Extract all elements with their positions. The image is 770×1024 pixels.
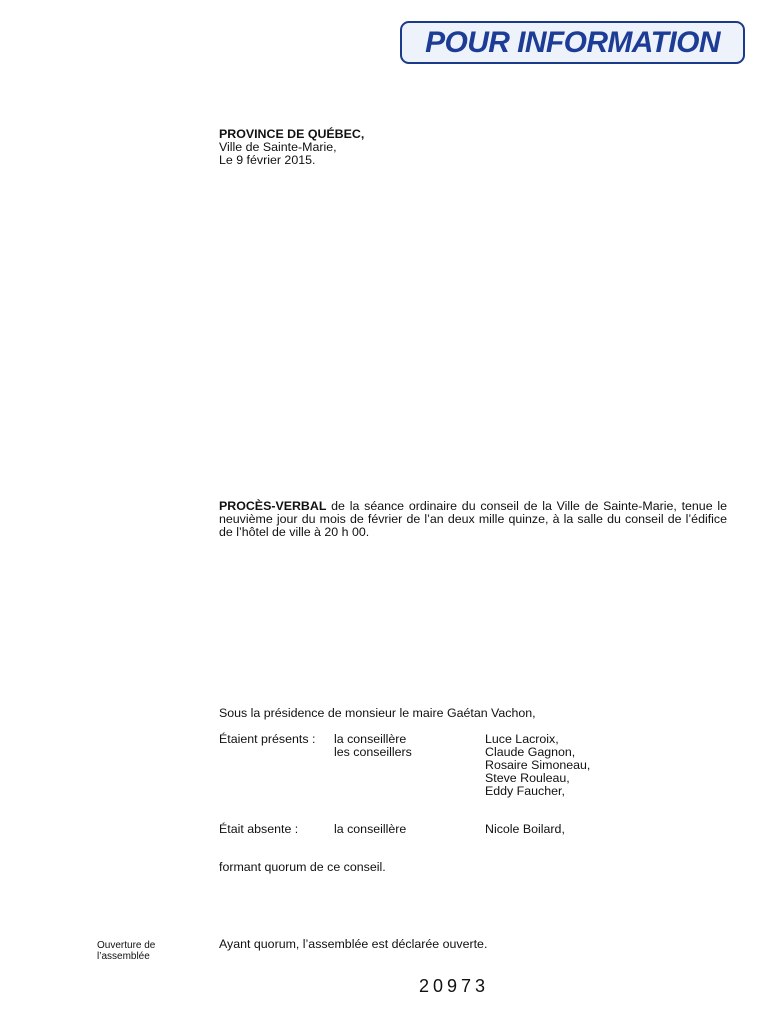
quorum-line: formant quorum de ce conseil. bbox=[219, 860, 386, 874]
presents-names bbox=[485, 733, 590, 798]
margin-note-line: Ouverture de bbox=[97, 940, 156, 951]
proces-verbal-heading: PROCÈS-VERBAL bbox=[219, 499, 327, 513]
presents-label: Étaient présents : bbox=[219, 732, 316, 746]
present-name: Steve Rouleau, bbox=[485, 771, 570, 785]
opening-line: Ayant quorum, l’assemblée est déclarée ouverte. bbox=[219, 937, 488, 951]
stamp-label: POUR INFORMATION bbox=[425, 25, 720, 59]
margin-note bbox=[97, 940, 155, 962]
present-name: Luce Lacroix, bbox=[485, 732, 559, 746]
page-number: 20973 bbox=[419, 976, 490, 996]
proces-verbal-paragraph bbox=[219, 500, 727, 539]
margin-note-line: l’assemblée bbox=[97, 951, 150, 962]
absent-name: Nicole Boilard, bbox=[485, 822, 565, 836]
city-line: Ville de Sainte-Marie, bbox=[219, 140, 337, 154]
pour-information-stamp bbox=[400, 21, 745, 64]
document-header bbox=[219, 128, 364, 167]
role-conseillers: les conseillers bbox=[334, 745, 412, 759]
presents-roles bbox=[334, 733, 412, 759]
role-conseillere: la conseillère bbox=[334, 732, 407, 746]
date-line: Le 9 février 2015. bbox=[219, 153, 316, 167]
present-name: Eddy Faucher, bbox=[485, 784, 565, 798]
absent-role: la conseillère bbox=[334, 822, 407, 836]
present-name: Claude Gagnon, bbox=[485, 745, 576, 759]
province-line: PROVINCE DE QUÉBEC, bbox=[219, 127, 365, 141]
absent-label: Était absente : bbox=[219, 822, 299, 836]
presidence-line: Sous la présidence de monsieur le maire Gaétan Vachon, bbox=[219, 706, 536, 720]
proces-verbal-text: de la séance ordinaire du conseil de la Ville de Sainte-Marie, tenue le neuvième jour du mois de février de l’an deux mille quinze, à la salle du conseil de l’édifice de l’hôtel de ville à 20 h 00. bbox=[219, 499, 727, 539]
present-name: Rosaire Simoneau, bbox=[485, 758, 591, 772]
